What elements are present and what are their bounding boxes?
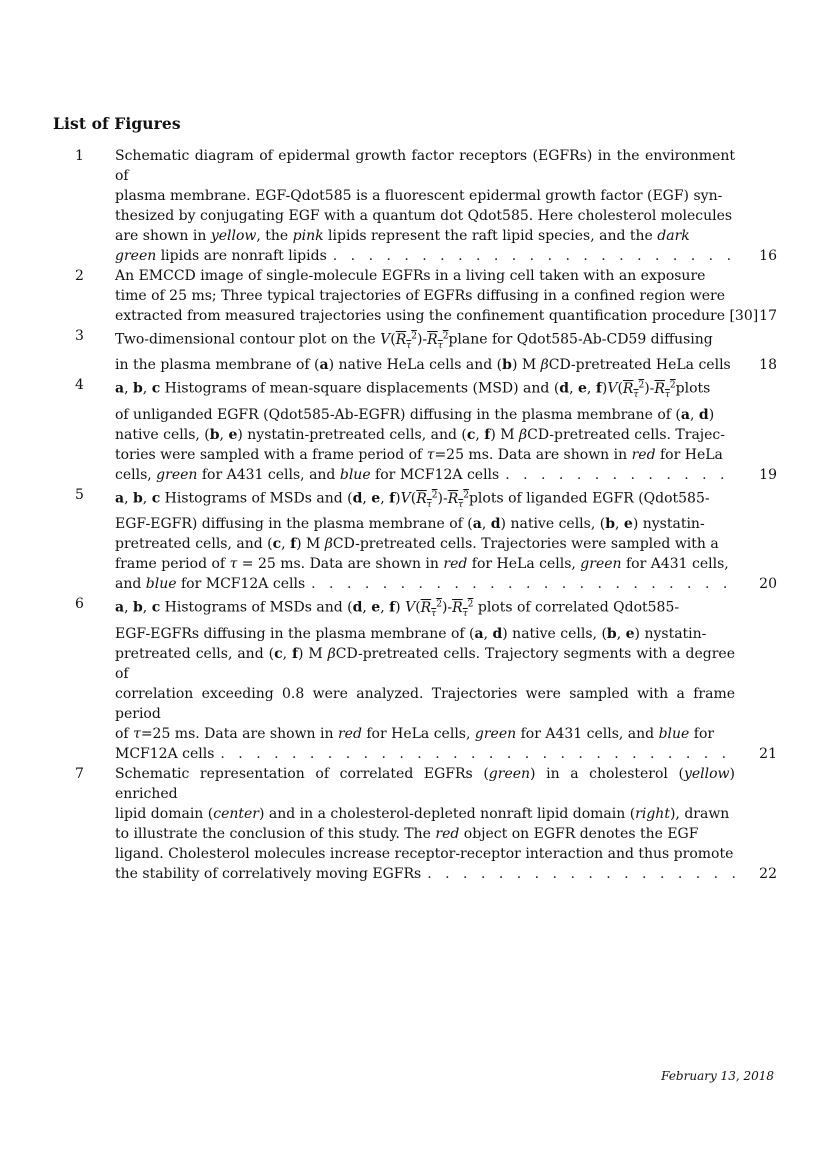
dot-leader xyxy=(333,246,735,266)
dot-leader xyxy=(427,864,735,884)
figure-entry-4[interactable] xyxy=(53,375,777,484)
figure-number: 3 xyxy=(75,328,84,344)
caption-last-line: MCF12A cells . . . xyxy=(115,744,735,764)
figure-number: 6 xyxy=(75,596,84,613)
caption-line: ligand. Cholesterol molecules increase receptor-receptor interaction and thus promote xyxy=(115,845,734,862)
caption-last-line: and blue for MCF12A cells . . . xyxy=(115,574,735,594)
caption-line: correlation exceeding 0.8 were analyzed. Trajectories were sampled with a frame period xyxy=(115,685,735,722)
figure-entry-1[interactable] xyxy=(53,146,777,266)
page-number: 19 xyxy=(759,466,777,483)
figure-number: 4 xyxy=(75,377,84,394)
figure-entry-3[interactable] xyxy=(53,326,777,375)
caption-line: lipid domain (center) and in a cholesterol-depleted nonraft lipid domain (right), drawn xyxy=(115,805,730,822)
figure-number: 5 xyxy=(75,486,84,503)
caption-line: time of 25 ms; Three typical trajectories of EGFRs diffusing in a confined region were xyxy=(115,288,725,304)
caption-line: frame period of τ = 25 ms. Data are shown in red for HeLa cells, green for A431 cells, xyxy=(115,556,729,573)
caption-last-line: cells, green for A431 cells, and blue for MCF12A cells . . . xyxy=(115,465,735,485)
figure-entry-2[interactable] xyxy=(53,266,777,326)
list-of-figures-heading: List of Figures xyxy=(53,114,181,133)
caption-line: a, b, c Histograms of MSDs and (d, e, $f)V(R_\tau^2)-R_\tau^2plots$ of liganded EGFR (Qdot585- xyxy=(115,489,710,510)
figure-caption xyxy=(115,326,735,375)
caption-line: native cells, (b, e) nystatin-pretreated cells, and (c, f) M βCD-pretreated cells. Trajec- xyxy=(115,426,725,443)
page-number: 16 xyxy=(759,248,777,264)
footer-date: February 13, 2018 xyxy=(661,1069,774,1083)
caption-line: EGF-EGFRs diffusing in the plasma membrane of (a, d) native cells, (b, e) nystatin- xyxy=(115,625,707,642)
figure-entry-5[interactable] xyxy=(53,485,777,594)
caption-line: a, b, c Histograms of mean-square displacements (MSD) and (d, e, $f)V(R_\tau^2)-R_\tau^2plots$ xyxy=(115,380,711,400)
caption-last-line: the stability of correlatively moving EGFRs . . . xyxy=(115,864,735,884)
figure-caption xyxy=(115,594,735,763)
figure-number: 2 xyxy=(75,268,84,284)
caption-line: pretreated cells, and (c, f) M βCD-pretreated cells. Trajectory segments with a degree of xyxy=(115,645,735,682)
caption-line: are shown in yellow, the pink lipids represent the raft lipid species, and the dark xyxy=(115,228,690,244)
page-number: 21 xyxy=(759,745,777,762)
figure-caption xyxy=(115,375,735,484)
caption-line: tories were sampled with a frame period of τ=25 ms. Data are shown in red for HeLa xyxy=(115,446,723,463)
caption-line: to illustrate the conclusion of this study. The red object on EGFR denotes the EGF xyxy=(115,825,699,842)
figure-caption xyxy=(115,266,759,326)
caption-last-line: extracted from measured trajectories using the confinement quantification procedure [30] xyxy=(115,308,759,324)
figure-entry-7[interactable] xyxy=(53,764,777,884)
caption-line: An EMCCD image of single-molecule EGFRs in a living cell taken with an exposure xyxy=(115,268,706,284)
page-number: 22 xyxy=(759,865,777,882)
caption-line: of unliganded EGFR (Qdot585-Ab-EGFR) diffusing in the plasma membrane of (a, d) xyxy=(115,406,715,423)
caption-line: of τ=25 ms. Data are shown in red for HeLa cells, green for A431 cells, and blue for xyxy=(115,725,715,742)
caption-line: Schematic representation of correlated EGFRs (green) in a cholesterol (yellow) enriched xyxy=(115,765,735,802)
caption-line: Two-dimensional contour plot on the $V(R_\tau^2)-R_\tau^2plane$ for Qdot585-Ab-CD59 diffusing xyxy=(115,331,713,351)
caption-line: a, b, c Histograms of MSDs and (d, e, f) $V(R_\tau^2)-R_\tau^2$ plots of correlated Qdot585- xyxy=(115,599,680,619)
figure-caption xyxy=(115,146,735,266)
dot-leader xyxy=(311,574,735,594)
figure-number: 1 xyxy=(75,148,84,164)
figure-entry-6[interactable] xyxy=(53,594,777,763)
page-number: 18 xyxy=(759,357,777,374)
caption-line: Schematic diagram of epidermal growth factor receptors (EGFRs) in the environment of xyxy=(115,148,735,184)
caption-line: thesized by conjugating EGF with a quantum dot Qdot585. Here cholesterol molecules xyxy=(115,208,733,224)
page-number: 17 xyxy=(759,308,777,324)
dot-leader xyxy=(505,465,735,485)
caption-last-line: in the plasma membrane of (a) native HeLa cells and (b) M βCD-pretreated HeLa cells xyxy=(115,357,731,374)
caption-line: plasma membrane. EGF-Qdot585 is a fluorescent epidermal growth factor (EGF) syn- xyxy=(115,188,723,204)
caption-line: EGF-EGFR) diffusing in the plasma membrane of (a, d) native cells, (b, e) nystatin- xyxy=(115,516,705,533)
figure-number: 7 xyxy=(75,765,84,782)
figure-caption xyxy=(115,764,735,884)
page-number: 20 xyxy=(759,576,777,593)
figure-list xyxy=(53,146,777,884)
caption-last-line: green lipids are nonraft lipids . . . xyxy=(115,246,735,266)
figure-caption xyxy=(115,485,735,594)
dot-leader xyxy=(220,744,735,764)
caption-line: pretreated cells, and (c, f) M βCD-pretreated cells. Trajectories were sampled with a xyxy=(115,536,719,553)
